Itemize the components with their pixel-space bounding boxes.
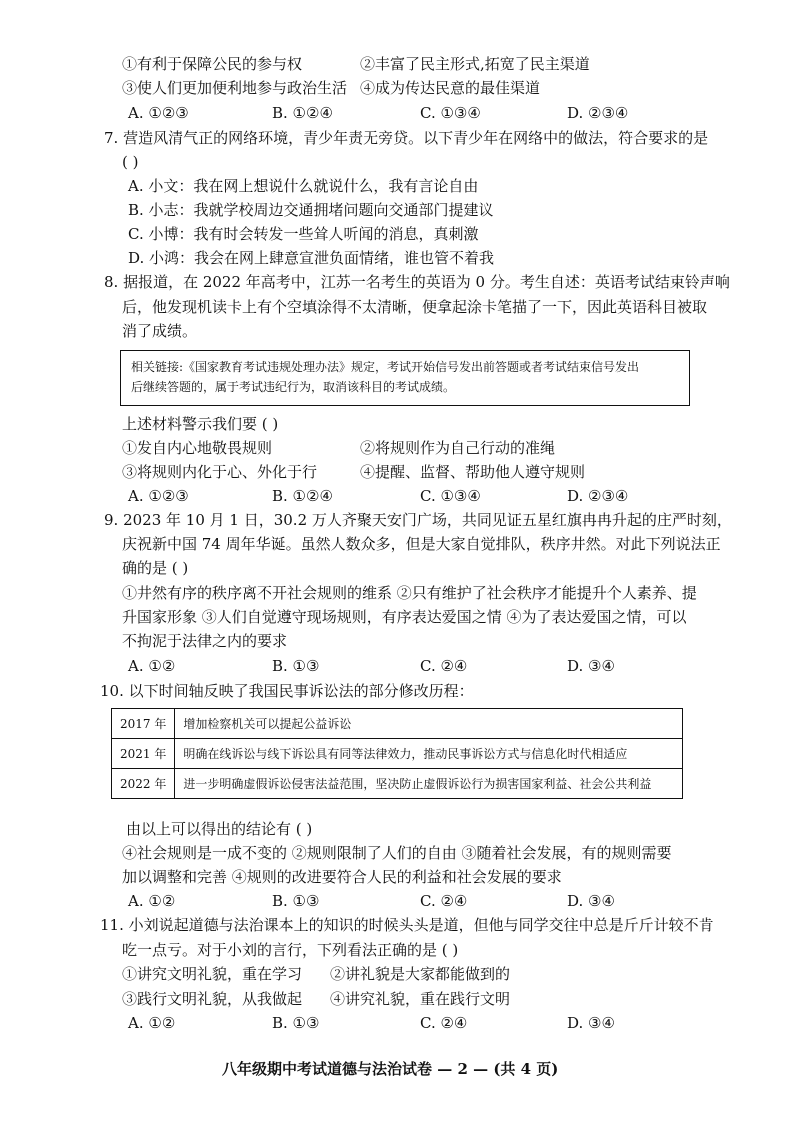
q11-option-a: A. ①② <box>128 1014 176 1032</box>
q10-option-a: A. ①② <box>128 892 176 910</box>
q6-option-d: D. ②③④ <box>567 104 629 122</box>
q6-statement-3: ③使人们更加便利地参与政治生活 <box>122 79 348 97</box>
q6-option-a: A. ①②③ <box>128 104 189 122</box>
q9-line-1: 9. 2023 年 10 月 1 日，30.2 万人齐聚天安门广场，共同见证五星红旗冉冉升起的庄严时刻， <box>104 511 732 529</box>
q6-statement-4: ④成为传达民意的最佳渠道 <box>360 79 541 97</box>
q9-line-5: 升国家形象 ③人们自觉遵守现场规则，有序表达爱国之情 ④为了表达爱国之情，可以 <box>122 608 687 626</box>
q7-paren: ( ) <box>122 153 139 171</box>
timeline-year: 2021 年 <box>112 739 175 769</box>
q10-line-2: 加以调整和完善 ④规则的改进要符合人民的利益和社会发展的要求 <box>122 868 562 886</box>
q9-option-c: C. ②④ <box>420 657 468 675</box>
q9-option-d: D. ③④ <box>567 657 615 675</box>
q10-option-b: B. ①③ <box>272 892 320 910</box>
q11-statement-4: ④讲究礼貌，重在践行文明 <box>330 990 511 1008</box>
q10-line-1: ④社会规则是一成不变的 ②规则限制了人们的自由 ③随着社会发展，有的规则需要 <box>122 844 672 862</box>
q11-statement-1: ①讲究文明礼貌，重在学习 <box>122 965 303 983</box>
q7-option-c: C. 小博：我有时会转发一些耸人听闻的消息，真刺激 <box>128 225 479 243</box>
q10-option-d: D. ③④ <box>567 892 615 910</box>
q11-statement-2: ②讲礼貌是大家都能做到的 <box>330 965 511 983</box>
q8-statement-4: ④提醒、监督、帮助他人遵守规则 <box>360 463 586 481</box>
timeline-text: 明确在线诉讼与线下诉讼具有同等法律效力，推动民事诉讼方式与信息化时代相适应 <box>175 739 683 769</box>
timeline-year: 2017 年 <box>112 709 175 739</box>
q8-option-d: D. ②③④ <box>567 487 629 505</box>
q8-statement-2: ②将规则作为自己行动的准绳 <box>360 439 556 457</box>
q11-option-c: C. ②④ <box>420 1014 468 1032</box>
page-footer: 八年级期中考试道德与法治试卷 — 2 — (共 4 页) <box>222 1060 559 1078</box>
q8-statement-3: ③将规则内化于心、外化于行 <box>122 463 318 481</box>
q9-line-4: ①井然有序的秩序离不开社会规则的维系 ②只有维护了社会秩序才能提升个人素养、提 <box>122 584 697 602</box>
q9-option-a: A. ①② <box>128 657 176 675</box>
q6-statement-1: ①有利于保障公民的参与权 <box>122 55 303 73</box>
q8-option-c: C. ①③④ <box>420 487 481 505</box>
timeline-text: 进一步明确虚假诉讼侵害法益范围，坚决防止虚假诉讼行为损害国家利益、社会公共利益 <box>175 769 683 799</box>
timeline-row <box>112 739 683 769</box>
q10-stem: 10. 以下时间轴反映了我国民事诉讼法的部分修改历程： <box>100 682 474 700</box>
q7-stem: 7. 营造风清气正的网络环境，青少年责无旁贷。以下青少年在网络中的做法，符合要求的是 <box>104 129 709 147</box>
q6-option-b: B. ①②④ <box>272 104 333 122</box>
q8-ask: 上述材料警示我们要 ( ) <box>122 415 279 433</box>
q10-ask: 由以上可以得出的结论有 ( ) <box>126 820 313 838</box>
timeline-row <box>112 769 683 799</box>
related-link-line-2: 后继续答题的，属于考试违纪行为，取消该科目的考试成绩。 <box>131 380 456 394</box>
q6-option-c: C. ①③④ <box>420 104 481 122</box>
q8-option-b: B. ①②④ <box>272 487 333 505</box>
q8-option-a: A. ①②③ <box>128 487 189 505</box>
q11-line-2: 吃一点亏。对于小刘的言行，下列看法正确的是 ( ) <box>122 941 459 959</box>
q11-option-d: D. ③④ <box>567 1014 615 1032</box>
q7-option-b: B. 小志：我就学校周边交通拥堵问题向交通部门提建议 <box>128 201 494 219</box>
q8-statement-1: ①发自内心地敬畏规则 <box>122 439 273 457</box>
timeline-row <box>112 709 683 739</box>
q7-option-a: A. 小文：我在网上想说什么就说什么，我有言论自由 <box>128 177 479 195</box>
related-link-box <box>120 350 690 406</box>
q10-option-c: C. ②④ <box>420 892 468 910</box>
timeline-table <box>111 708 683 799</box>
q9-line-6: 不拘泥于法律之内的要求 <box>122 632 288 650</box>
q6-statement-2: ②丰富了民主形式,拓宽了民主渠道 <box>360 55 590 73</box>
q8-line-1: 8. 据报道，在 2022 年高考中，江苏一名考生的英语为 0 分。考生自述：英语考试结束铃声响 <box>104 273 730 291</box>
q9-line-2: 庆祝新中国 74 周年华诞。虽然人数众多，但是大家自觉排队，秩序井然。对此下列说法正 <box>122 535 721 553</box>
related-link-line-1: 相关链接:《国家教育考试违规处理办法》规定，考试开始信号发出前答题或者考试结束信号发出 <box>131 360 640 374</box>
q9-line-3: 确的是 ( ) <box>122 559 189 577</box>
q8-line-3: 消了成绩。 <box>122 322 198 340</box>
timeline-year: 2022 年 <box>112 769 175 799</box>
q11-statement-3: ③践行文明礼貌，从我做起 <box>122 990 303 1008</box>
q9-option-b: B. ①③ <box>272 657 320 675</box>
q8-line-2: 后，他发现机读卡上有个空填涂得不太清晰，便拿起涂卡笔描了一下，因此英语科目被取 <box>122 298 708 316</box>
q11-option-b: B. ①③ <box>272 1014 320 1032</box>
q11-line-1: 11. 小刘说起道德与法治课本上的知识的时候头头是道，但他与同学交往中总是斤斤计较不肯 <box>100 916 714 934</box>
q7-option-d: D. 小鸿：我会在网上肆意宣泄负面情绪，谁也管不着我 <box>128 249 495 267</box>
timeline-text: 增加检察机关可以提起公益诉讼 <box>175 709 683 739</box>
